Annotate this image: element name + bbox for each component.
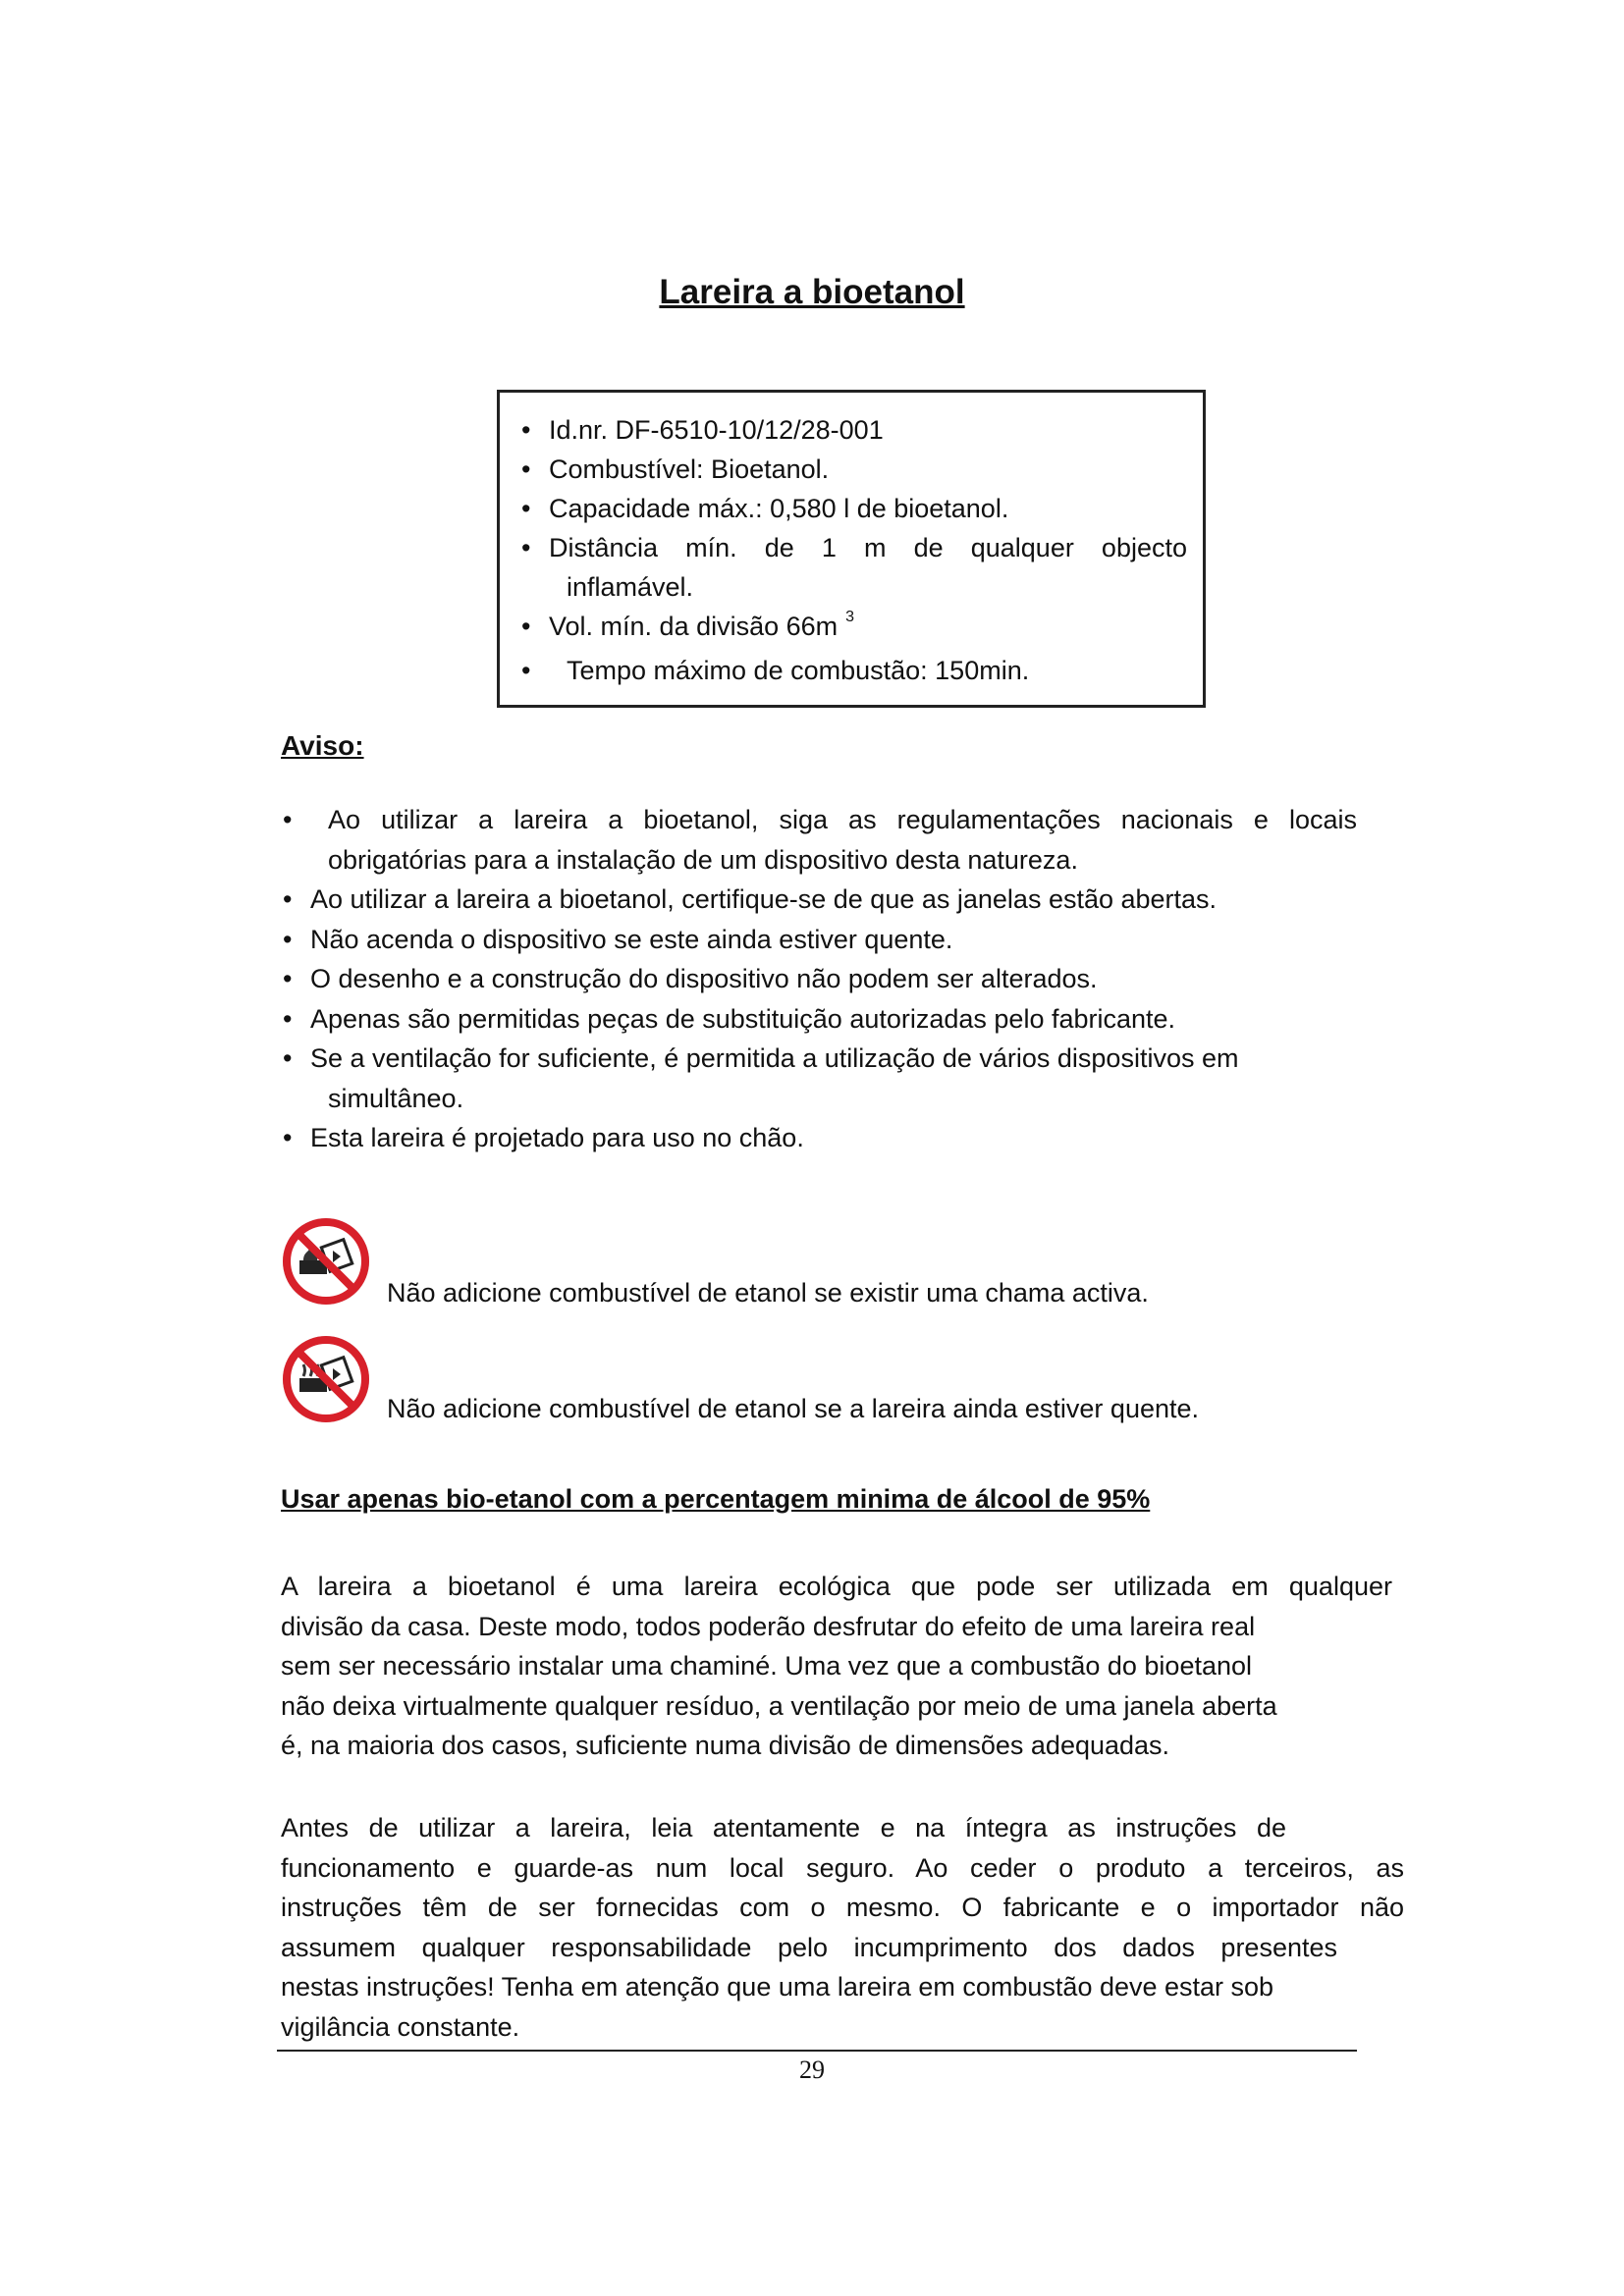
paragraph-line: divisão da casa. Deste modo, todos poderão desfrutar do efeito de uma lareira real [281,1611,1256,1641]
paragraph-intro [281,1567,1392,1766]
page-title: Lareira a bioetanol [659,273,965,311]
paragraph-line: A lareira a bioetanol é uma lareira ecológica que pode ser utilizada em qualquer [281,1572,1392,1601]
paragraph-line: vigilância constante. [281,2011,520,2042]
warning-item: • Apenas são permitidas peças de substituição autorizadas pelo fabricante. [281,999,1357,1040]
footer-rule [277,2050,1357,2052]
warning-item [281,1039,1357,1118]
page-number: 29 [799,2056,825,2084]
paragraph-line: é, na maioria dos casos, suficiente numa divisão de dimensões adequadas. [281,1731,1170,1760]
sign-caption: Não adicione combustível de etanol se existir uma chama activa. [387,1278,1149,1308]
warning-item-line: Se a ventilação for suficiente, é permitida a utilização de vários dispositivos em [310,1043,1239,1073]
superscript: 3 [845,609,855,625]
spec-item [519,607,1187,651]
spec-item: • Capacidade máx.: 0,580 l de bioetanol. [519,489,1187,528]
warning-item: • Ao utilizar a lareira a bioetanol, certifique-se de que as janelas estão abertas. [281,880,1357,920]
spec-item-line: Distância mín. de 1 m de qualquer objecto [549,533,1187,562]
spec-item [519,528,1187,607]
fuel-requirement-heading: Usar apenas bio-etanol com a percentagem minima de álcool de 95% [281,1484,1151,1514]
warning-item-line: simultâneo. [328,1083,464,1113]
warning-list [281,800,1357,1158]
paragraph-line: funcionamento e guarde-as num local seguro. Ao ceder o produto a terceiros, as [281,1852,1404,1883]
warning-item-line: obrigatórias para a instalação de um dispositivo desta natureza. [328,844,1078,875]
spec-item: • Combustível: Bioetanol. [519,450,1187,489]
spec-item-line: Vol. mín. da divisão 66m [549,612,839,641]
paragraph-line: nestas instruções! Tenha em atenção que uma lareira em combustão deve estar sob [281,1972,1274,2002]
sign-caption: Não adicione combustível de etanol se a lareira ainda estiver quente. [387,1394,1200,1423]
spec-item-line: inflamável. [567,572,694,602]
paragraph-line: instruções têm de ser fornecidas com o mesmo. O fabricante e o importador não [281,1893,1404,1922]
spec-box [497,390,1206,708]
no-refuel-flame-icon [282,1217,370,1306]
warning-heading: Aviso: [281,730,364,761]
paragraph-line: sem ser necessário instalar uma chaminé. Uma vez que a combustão do bioetanol [281,1651,1253,1681]
warning-item: • O desenho e a construção do dispositivo não podem ser alterados. [281,959,1357,999]
warning-item-line: • Ao utilizar a lareira a bioetanol, siga as regulamentações nacionais e locais [328,805,1357,834]
spec-item: • Tempo máximo de combustão: 150min. [519,651,1187,690]
paragraph-line: Antes de utilizar a lareira, leia atentamente e na íntegra as instruções de [281,1813,1286,1842]
spec-item: • Id.nr. DF-6510-10/12/28-001 [519,410,1187,450]
warning-item [281,800,1357,880]
no-refuel-hot-icon [282,1335,370,1423]
paragraph-line: não deixa virtualmente qualquer resíduo, a ventilação por meio de uma janela aberta [281,1690,1277,1721]
paragraph-instructions [281,1808,1404,2047]
warning-item: • Não acenda o dispositivo se este ainda estiver quente. [281,920,1357,960]
spec-list [519,410,1187,690]
warning-item: • Esta lareira é projetado para uso no chão. [281,1118,1357,1158]
paragraph-line: assumem qualquer responsabilidade pelo incumprimento dos dados presentes [281,1932,1337,1962]
